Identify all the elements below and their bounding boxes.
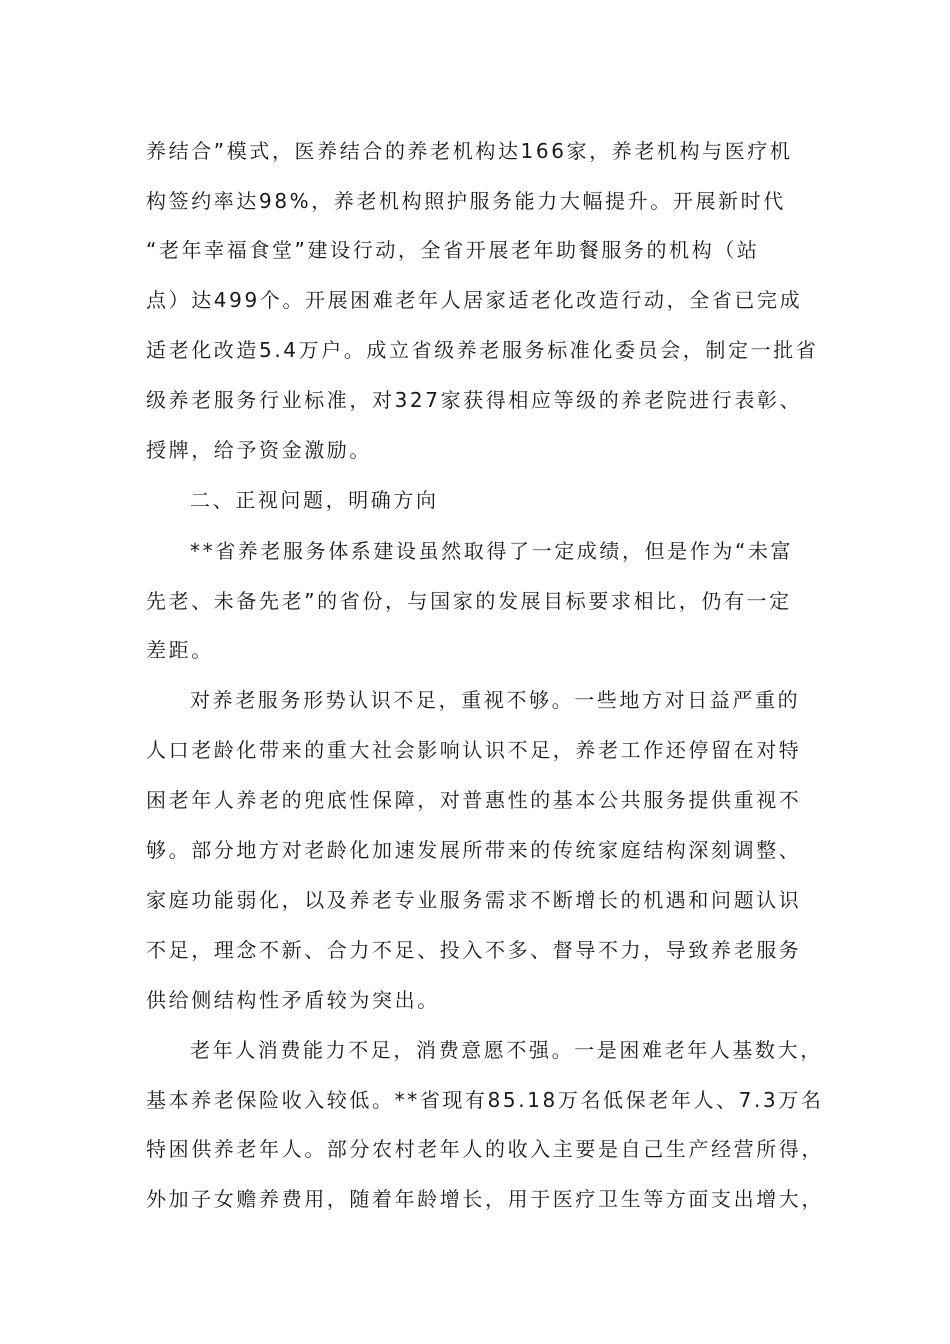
body-text-line: 人口老龄化带来的重大社会影响认识不足，养老工作还停留在对特 (146, 738, 802, 762)
body-text-line: 构签约率达98%，养老机构照护服务能力大幅提升。开展新时代 (146, 189, 786, 213)
body-text-line: 供给侧结构性矛盾较为突出。 (146, 988, 440, 1012)
body-text-line: 点）达499个。开展困难老年人居家适老化改造行动，全省已完成 (146, 288, 803, 312)
section-heading: 二、正视问题，明确方向 (190, 488, 439, 512)
body-text-line: 先老、未备先老”的省份，与国家的发展目标要求相比，仍有一定 (146, 589, 792, 613)
body-text-line: 授牌，给予资金激励。 (146, 438, 372, 462)
body-text-line: 够。部分地方对老龄化加速发展所带来的传统家庭结构深刻调整、 (146, 838, 802, 862)
body-text-line: 不足，理念不新、合力不足、投入不多、督导不力，导致养老服务 (146, 938, 802, 962)
paragraph-first-line: 对养老服务形势认识不足，重视不够。一些地方对日益严重的 (190, 688, 801, 712)
paragraph-first-line: 老年人消费能力不足，消费意愿不强。一是困难老年人基数大， (190, 1038, 823, 1062)
body-text-line: 适老化改造5.4万户。成立省级养老服务标准化委员会，制定一批省 (146, 338, 819, 362)
body-text-line: 养结合”模式，医养结合的养老机构达166家，养老机构与医疗机 (146, 139, 793, 163)
body-text-line: 家庭功能弱化，以及养老专业服务需求不断增长的机遇和问题认识 (146, 888, 802, 912)
body-text-line: 困老年人养老的兜底性保障，对普惠性的基本公共服务提供重视不 (146, 788, 802, 812)
body-text-line: 基本养老保险收入较低。**省现有85.18万名低保老年人、7.3万名 (146, 1088, 824, 1112)
paragraph-first-line: **省养老服务体系建设虽然取得了一定成绩，但是作为“未富 (190, 539, 794, 563)
body-text-line: 外加子女赡养费用，随着年龄增长，用于医疗卫生等方面支出增大， (146, 1187, 824, 1211)
body-text-line: 差距。 (146, 638, 214, 662)
body-text-line: 级养老服务行业标准，对327家获得相应等级的养老院进行表彰、 (146, 388, 803, 412)
body-text-line: 特困供养老年人。部分农村老年人的收入主要是自己生产经营所得， (146, 1137, 824, 1161)
body-text-line: “老年幸福食堂”建设行动，全省开展老年助餐服务的机构（站 (146, 238, 760, 262)
